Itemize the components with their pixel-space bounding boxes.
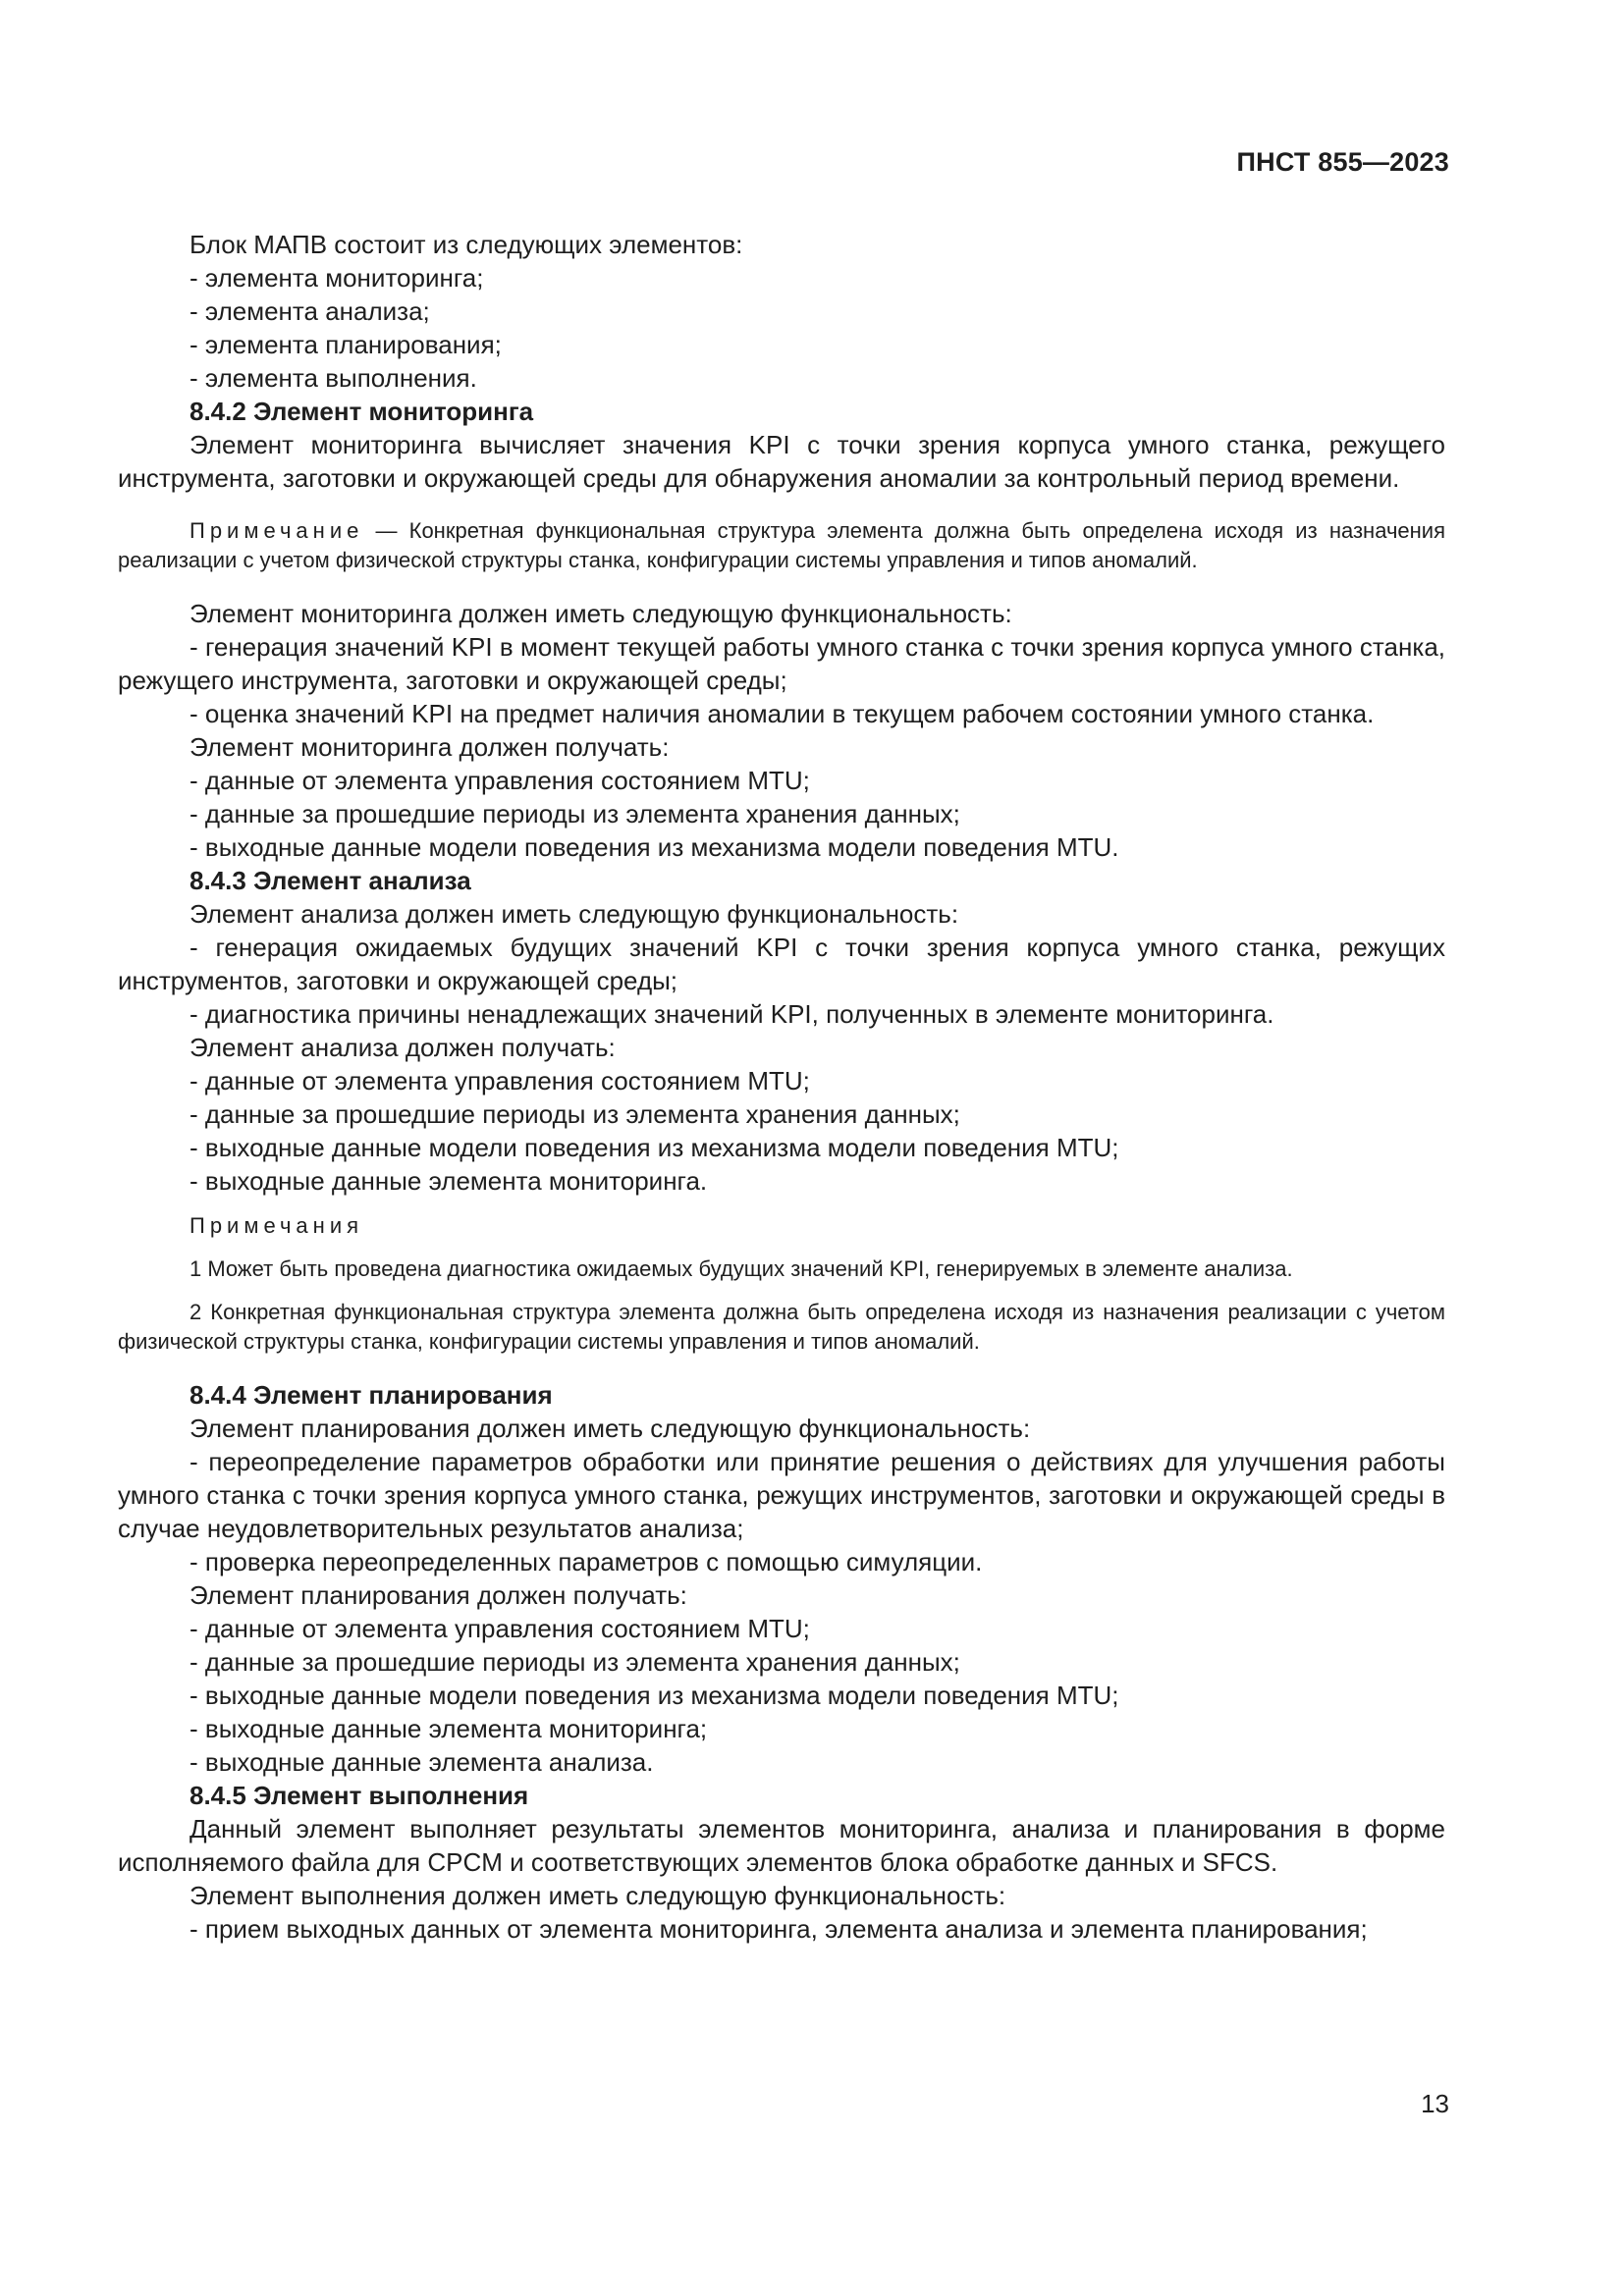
paragraph: Элемент анализа должен иметь следующую функциональность: <box>189 899 959 929</box>
section-heading-8-4-4: 8.4.4 Элемент планирования <box>189 1380 553 1410</box>
paragraph: Элемент анализа должен получать: <box>189 1033 616 1062</box>
list-item: - выходные данные модели поведения из механизма модели поведения MTU; <box>189 1133 1119 1162</box>
paragraph: Элемент мониторинга должен получать: <box>189 732 670 762</box>
paragraph: Элемент мониторинга вычисляет значения KPI с точки зрения корпуса умного станка, режущего инструмента, заготовки и окружающей среды для обнаружения аномалии за контрольный период времени. <box>118 430 1445 493</box>
list-item: - данные за прошедшие периоды из элемента хранения данных; <box>189 799 960 828</box>
paragraph: Элемент планирования должен иметь следующую функциональность: <box>189 1414 1031 1443</box>
page-number: 13 <box>1421 2089 1449 2118</box>
paragraph: Элемент мониторинга должен иметь следующую функциональность: <box>189 599 1012 628</box>
list-item: - элемента выполнения. <box>189 363 477 393</box>
list-item: - выходные данные элемента мониторинга; <box>189 1714 708 1743</box>
list-item: - элемента мониторинга; <box>189 263 484 293</box>
list-item: - проверка переопределенных параметров с помощью симуляции. <box>189 1547 983 1576</box>
list-item: - генерация ожидаемых будущих значений KPI с точки зрения корпуса умного станка, режущих инструментов, заготовки и окружающей среды; <box>118 933 1445 995</box>
note-item: 2 Конкретная функциональная структура элемента должна быть определена исходя из назначения реализации с учетом физической структуры станка, конфигурации системы управления и типов аномалий. <box>118 1300 1445 1354</box>
note-item: 1 Может быть проведена диагностика ожидаемых будущих значений KPI, генерируемых в элементе анализа. <box>189 1256 1293 1281</box>
paragraph: Элемент выполнения должен иметь следующую функциональность: <box>189 1881 1006 1910</box>
list-item: - данные от элемента управления состоянием MTU; <box>189 766 810 795</box>
section-heading-8-4-2: 8.4.2 Элемент мониторинга <box>189 397 534 426</box>
list-item: - данные от элемента управления состоянием MTU; <box>189 1066 810 1095</box>
note-label: Примечание <box>189 518 364 543</box>
page-content <box>118 228 1445 1946</box>
list-item: - оценка значений KPI на предмет наличия аномалии в текущем рабочем состоянии умного станка. <box>189 699 1375 728</box>
paragraph: Элемент планирования должен получать: <box>189 1580 687 1610</box>
list-item: - элемента анализа; <box>189 296 430 326</box>
list-item: - диагностика причины ненадлежащих значений KPI, полученных в элементе мониторинга. <box>189 999 1274 1029</box>
note-text: — Конкретная функциональная структура элемента должна быть определена исходя из назначения реализации с учетом физической структуры станка, конфигурации системы управления и типов аномалий. <box>118 518 1445 572</box>
section-heading-8-4-3: 8.4.3 Элемент анализа <box>189 866 471 895</box>
note <box>118 516 1445 575</box>
list-item: - выходные данные модели поведения из механизма модели поведения MTU. <box>189 832 1119 862</box>
list-item: - прием выходных данных от элемента мониторинга, элемента анализа и элемента планирования; <box>189 1914 1368 1944</box>
paragraph: Данный элемент выполняет результаты элементов мониторинга, анализа и планирования в форме исполняемого файла для CPCM и соответствующих элементов блока обработке данных и SFCS. <box>118 1814 1445 1877</box>
list-item: - данные от элемента управления состоянием MTU; <box>189 1614 810 1643</box>
list-item: - выходные данные модели поведения из механизма модели поведения MTU; <box>189 1681 1119 1710</box>
list-item: - данные за прошедшие периоды из элемента хранения данных; <box>189 1099 960 1129</box>
intro-paragraph: Блок МАПВ состоит из следующих элементов: <box>189 230 743 259</box>
list-item: - данные за прошедшие периоды из элемента хранения данных; <box>189 1647 960 1677</box>
section-heading-8-4-5: 8.4.5 Элемент выполнения <box>189 1781 529 1810</box>
list-item: - выходные данные элемента мониторинга. <box>189 1166 708 1196</box>
notes-label: Примечания <box>189 1213 364 1238</box>
list-item: - элемента планирования; <box>189 330 502 359</box>
document-id: ПНСТ 855—2023 <box>1236 147 1449 177</box>
list-item: - выходные данные элемента анализа. <box>189 1747 654 1777</box>
list-item: - генерация значений KPI в момент текущей работы умного станка с точки зрения корпуса умного станка, режущего инструмента, заготовки и окружающей среды; <box>118 632 1445 695</box>
list-item: - переопределение параметров обработки или принятие решения о действиях для улучшения работы умного станка с точки зрения корпуса умного станка, режущих инструментов, заготовки и окружающей среды в случае неудовлетворительных результатов анализа; <box>118 1447 1445 1543</box>
